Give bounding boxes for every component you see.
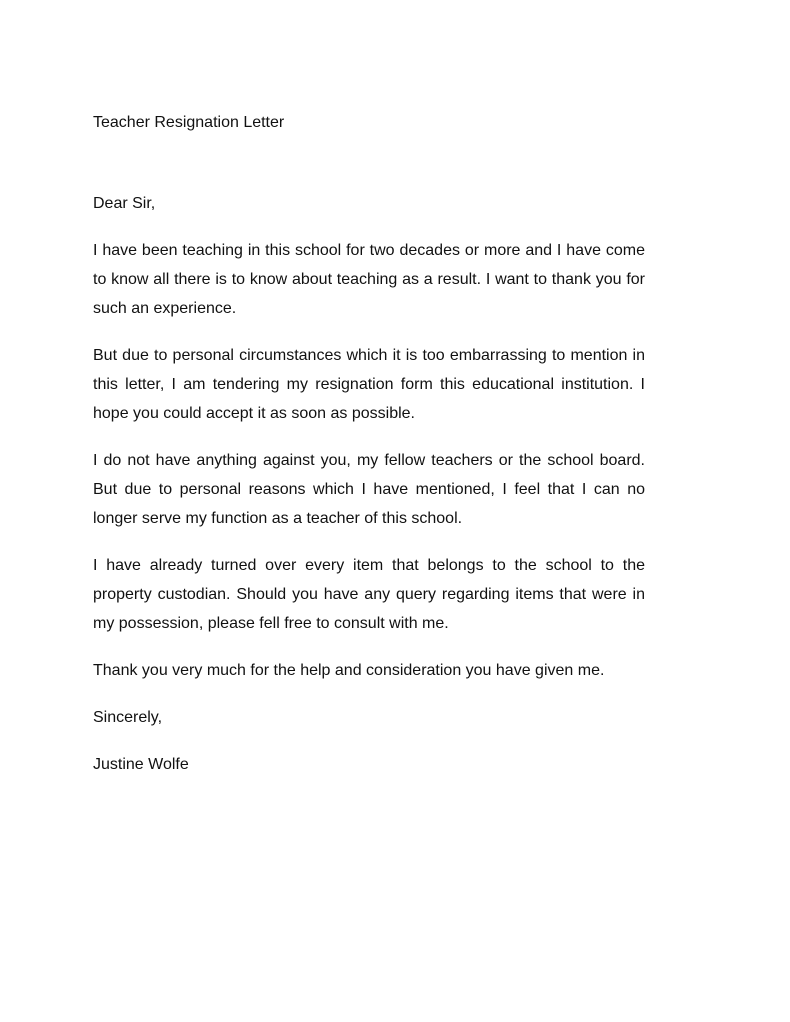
signature: Justine Wolfe — [93, 756, 189, 773]
paragraph-resignation-reason: But due to personal circumstances which it is too embarrassing to mention in this letter, I am tendering my resignation form this educational institution. I hope you could accept it as soon as possible. — [93, 347, 645, 422]
closing-line: Thank you very much for the help and consideration you have given me. — [93, 662, 605, 679]
paragraph-experience: I have been teaching in this school for two decades or more and I have come to know all there is to know about teaching as a result. I want to thank you for such an experience. — [93, 242, 645, 317]
signoff: Sincerely, — [93, 709, 163, 726]
letter-title: Teacher Resignation Letter — [93, 114, 285, 131]
letter-body — [93, 108, 645, 779]
paragraph-no-grievance: I do not have anything against you, my fellow teachers or the school board. But due to personal reasons which I have mentioned, I feel that I can no longer serve my function as a teacher of this school. — [93, 452, 645, 527]
salutation: Dear Sir, — [93, 195, 156, 212]
paragraph-items-turned-over: I have already turned over every item that belongs to the school to the property custodian. Should you have any query regarding items that were in my possession, please fell free to consult with me. — [93, 557, 645, 632]
